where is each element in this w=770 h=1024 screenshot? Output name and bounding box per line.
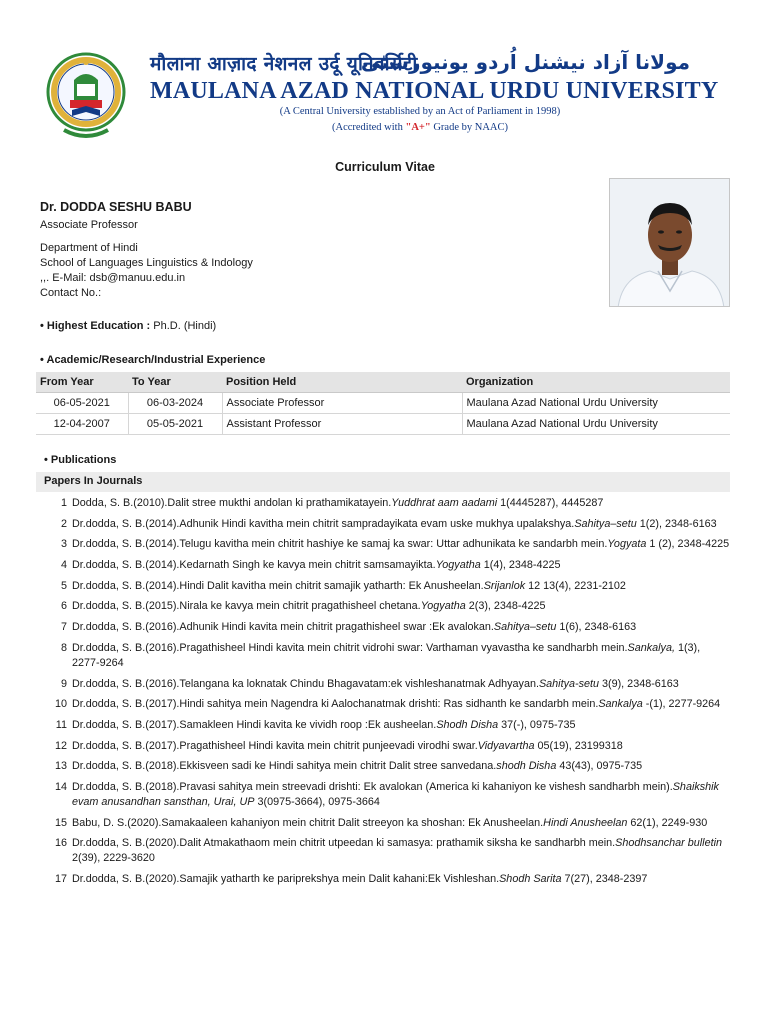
list-item (40, 780, 730, 810)
document-title: Curriculum Vitae (335, 160, 435, 174)
paper-citation: Dr.dodda, S. B.(2016).Telangana ka loknatak Chindu Bhagavatam:ek vishleshanatmak Adhyayan.Sahitya-setu 3(9), 2348-6163 (72, 677, 679, 690)
list-item (40, 558, 730, 573)
journal-name: Yogyata (607, 538, 647, 551)
experience-table (36, 372, 730, 435)
paper-citation: Dr.dodda, S. B.(2017).Samakleen Hindi kavita ke vividh roop :Ek ausheelan.Shodh Disha 37(-), 0975-735 (72, 718, 576, 731)
paper-number: 13 (54, 760, 67, 773)
paper-citation: Dr.dodda, S. B.(2014).Telugu kavitha mein chitrit hashiye ke samaj ka swar: Uttar adhunikata ke sandarbh mein.Yogyata 1 (2), 2348-4225 (72, 538, 730, 551)
paper-citation: Babu, D. S.(2020).Samakaaleen kahaniyon mein chitrit Dalit streeyon ka shoshan: Ek Anusheelan.Hindi Anusheelan 62(1), 2249-930 (72, 816, 708, 829)
list-item (40, 872, 730, 887)
journal-name: Shodh Sarita (499, 873, 562, 885)
list-item (40, 599, 730, 614)
naac-grade: "A+" (405, 122, 431, 133)
paper-number: 8 (60, 641, 67, 654)
journal-name: Sankalya, (627, 641, 675, 654)
education-value: Ph.D. (Hindi) (150, 320, 217, 332)
email-line: ,,. E-Mail: dsb@manuu.edu.in (40, 272, 186, 284)
journal-name: Vidyavartha (477, 739, 535, 752)
paper-citation: Dr.dodda, S. B.(2014).Adhunik Hindi kavitha mein chitrit sampradayikata evam uske mukhya upalakshya.Sahitya–setu 1(2), 2348-6163 (72, 517, 717, 530)
paper-citation: Dr.dodda, S. B.(2014).Hindi Dalit kavitha mein chitrit samajik yatharth: Ek Anusheelan.Srijanlok 12 13(4), 2231-2102 (72, 579, 626, 592)
profile-info (40, 200, 253, 301)
paper-citation: Dodda, S. B.(2010).Dalit stree mukthi andolan ki prathamikatayein.Yuddhrat aam aadami 1(4445287), 4445287 (72, 497, 604, 509)
paper-citation: Dr.dodda, S. B.(2020).Samajik yatharth ke pariprekshya mein Dalit kahani:Ek Vishleshan.Shodh Sarita 7(27), 2348-2397 (72, 873, 648, 885)
paper-citation: Dr.dodda, S. B.(2016).Pragathisheel Hindi kavita mein chitrit vidrohi swar: Varthaman vyavastha ke sandharbh mein.Sankalya, 1(3), 2277-9264 (72, 641, 701, 669)
journal-name: Sahitya–setu (574, 517, 637, 530)
highest-education: • Highest Education : Ph.D. (Hindi) (40, 320, 217, 332)
list-item (40, 517, 730, 532)
designation: Associate Professor (40, 219, 138, 231)
school: School of Languages Linguistics & Indology (40, 257, 253, 269)
list-item (40, 697, 730, 712)
university-accreditation-note: (Accredited with "A+" Grade by NAAC) (332, 122, 508, 133)
paper-citation: Dr.dodda, S. B.(2017).Pragathisheel Hindi kavita mein chitrit punjeevadi virodhi swar.Vidyavartha 05(19), 23199318 (72, 739, 623, 752)
journal-name: Hindi Anusheelan (543, 816, 628, 829)
organization-cell: Maulana Azad National Urdu University (462, 393, 730, 414)
university-name-hindi: मौलाना आज़ाद नेशनल उर्दू यूनिवर्सिटी (150, 53, 418, 75)
list-item (40, 718, 730, 733)
paper-citation: Dr.dodda, S. B.(2016).Adhunik Hindi kavita mein chitrit pragathisheel swar :Ek avalokan.Sahitya–setu 1(6), 2348-6163 (72, 621, 637, 634)
organization-cell: Maulana Azad National Urdu University (462, 414, 730, 435)
paper-number: 6 (60, 600, 67, 613)
paper-number: 17 (54, 873, 67, 885)
to-year-cell: 06-03-2024 (128, 393, 222, 414)
journal-name: Sankalya (598, 698, 643, 711)
university-name-english: MAULANA AZAD NATIONAL URDU UNIVERSITY (150, 78, 719, 104)
paper-number: 11 (55, 718, 67, 731)
paper-citation: Dr.dodda, S. B.(2018).Ekkisveen sadi ke Hindi sahitya mein chitrit Dalit stree sanvedana.shodh Disha 43(43), 0975-735 (72, 760, 643, 773)
publications-heading: • Publications (44, 454, 117, 466)
paper-number: 9 (60, 677, 67, 690)
paper-number: 14 (54, 780, 67, 793)
journal-name: Sahitya–setu (493, 621, 557, 634)
table-row (36, 393, 730, 414)
from-year-cell: 06-05-2021 (36, 393, 128, 414)
paper-citation: Dr.dodda, S. B.(2018).Pravasi sahitya mein streevadi drishti: Ek avalokan (America ki kahaniyon ke vishesh sandharbh mein).Shaikshik evam anusandhan sansthan, Urai, UP 3(0975-3664), 0975-3664 (72, 780, 719, 808)
university-name-urdu: مولانا آزاد نیشنل اُردو یونیورسٹی (360, 50, 690, 74)
list-item (40, 677, 730, 692)
list-item (40, 537, 730, 552)
department: Department of Hindi (40, 242, 138, 254)
from-year-cell: 12-04-2007 (36, 414, 128, 435)
papers-list (40, 496, 730, 893)
list-item (40, 759, 730, 774)
journal-name: Yogyatha (420, 600, 466, 613)
paper-citation: Dr.dodda, S. B.(2015).Nirala ke kavya mein chitrit pragathisheel chetana.Yogyatha 2(3), 2348-4225 (72, 600, 546, 613)
paper-number: 3 (60, 538, 67, 551)
list-item (40, 579, 730, 594)
list-item (40, 496, 730, 511)
list-item (40, 620, 730, 635)
paper-citation: Dr.dodda, S. B.(2014).Kedarnath Singh ke kavya mein chitrit samsamayikta.Yogyatha 1(4), 2348-4225 (72, 559, 561, 572)
list-item (40, 836, 730, 866)
journal-name: Shodhsanchar bulletin (615, 837, 722, 850)
paper-number: 12 (54, 739, 67, 752)
column-header: Organization (462, 372, 730, 393)
journal-name: Yuddhrat aam aadami (391, 497, 498, 509)
column-header: To Year (128, 372, 222, 393)
paper-number: 2 (60, 517, 67, 530)
paper-citation: Dr.dodda, S. B.(2017).Hindi sahitya mein Nagendra ki Aalochanatmak drishti: Ras sidhanth ke sandarbh mein.Sankalya -(1), 2277-9264 (72, 698, 721, 711)
university-logo-icon (44, 50, 128, 140)
column-header: Position Held (222, 372, 462, 393)
experience-heading: • Academic/Research/Industrial Experience (40, 354, 266, 366)
journal-name: Srijanlok (483, 579, 526, 592)
to-year-cell: 05-05-2021 (128, 414, 222, 435)
papers-in-journals-heading: Papers In Journals (36, 472, 730, 492)
paper-number: 5 (60, 579, 67, 592)
journal-name: shodh Disha (496, 760, 557, 773)
contact-number: Contact No.: (40, 287, 102, 299)
education-label: Highest Education : (46, 320, 151, 332)
paper-number: 4 (60, 559, 67, 572)
list-item (40, 739, 730, 754)
profile-photo (609, 178, 730, 307)
paper-number: 1 (60, 497, 67, 509)
paper-number: 15 (54, 816, 67, 829)
journal-name: Sahitya-setu (538, 677, 599, 690)
table-row (36, 414, 730, 435)
journal-name: Shaikshik evam anusandhan sansthan, Urai, UP (72, 780, 719, 808)
column-header: From Year (36, 372, 128, 393)
position-cell: Assistant Professor (222, 414, 462, 435)
position-cell: Associate Professor (222, 393, 462, 414)
table-header-row (36, 372, 730, 393)
paper-citation: Dr.dodda, S. B.(2020).Dalit Atmakathaom mein chitrit utpeedan ki samasya: prathamik siksha ke sandharbh mein.Shodhsanchar bulletin 2(39), 2229-3620 (72, 837, 722, 865)
paper-number: 10 (54, 698, 67, 711)
list-item (40, 816, 730, 831)
journal-name: Shodh Disha (436, 718, 499, 731)
paper-number: 7 (60, 621, 67, 634)
person-name: Dr. DODDA SESHU BABU (40, 200, 192, 214)
university-establishment-note: (A Central University established by an Act of Parliament in 1998) (279, 106, 561, 117)
letterhead (0, 0, 770, 140)
journal-name: Yogyatha (435, 559, 481, 572)
list-item (40, 641, 730, 671)
paper-number: 16 (54, 837, 67, 850)
